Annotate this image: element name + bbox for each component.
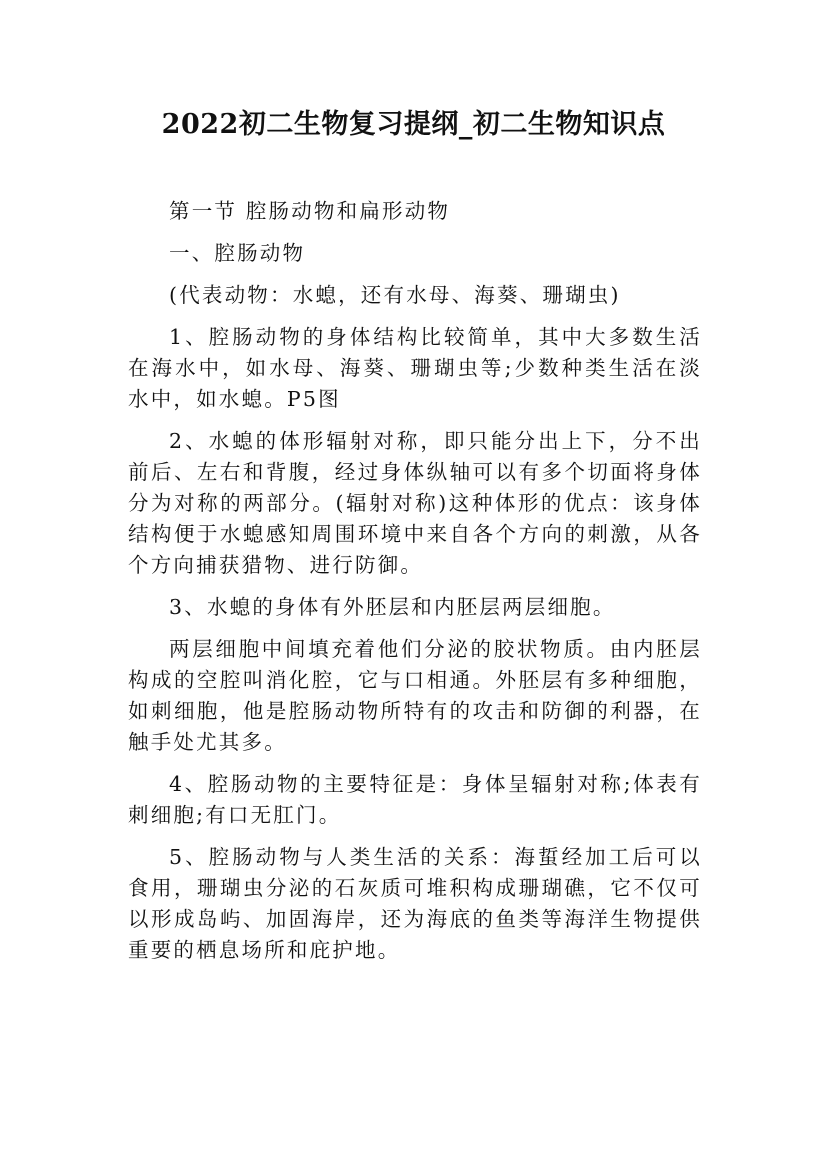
subsection-heading: 一、腔肠动物 xyxy=(169,241,306,265)
paragraph-3-detail: 两层细胞中间填充着他们分泌的胶状物质。由内胚层构成的空腔叫消化腔，它与口相通。外胚层有多种细胞，如刺细胞，他是腔肠动物所特有的攻击和防御的利器，在触手处尤其多。 xyxy=(128,637,702,754)
paragraph-4: 4、腔肠动物的主要特征是：身体呈辐射对称;体表有刺细胞;有口无肛门。 xyxy=(128,772,702,827)
paragraph-5: 5、腔肠动物与人类生活的关系：海蜇经加工后可以食用，珊瑚虫分泌的石灰质可堆积构成珊瑚礁，它不仅可以形成岛屿、加固海岸，还为海底的鱼类等海洋生物提供重要的栖息场所和庇护地。 xyxy=(128,845,702,962)
paragraph-1: 1、腔肠动物的身体结构比较简单，其中大多数生活在海水中，如水母、海葵、珊瑚虫等;少数种类生活在淡水中，如水螅。P5图 xyxy=(128,325,702,411)
document-title: 2022初二生物复习提纲_初二生物知识点 xyxy=(161,109,666,140)
section-heading: 第一节 腔肠动物和扁形动物 xyxy=(169,199,451,223)
representative-animals: (代表动物：水螅，还有水母、海葵、珊瑚虫) xyxy=(169,283,621,307)
paragraph-2: 2、水螅的体形辐射对称，即只能分出上下，分不出前后、左右和背腹，经过身体纵轴可以有多个切面将身体分为对称的两部分。(辐射对称)这种体形的优点：该身体结构便于水螅感知周围环境中来自各个方向的刺激，从各个方向捕获猎物、进行防御。 xyxy=(128,429,702,577)
document-body xyxy=(128,196,702,966)
paragraph-3: 3、水螅的身体有外胚层和内胚层两层细胞。 xyxy=(169,595,616,619)
